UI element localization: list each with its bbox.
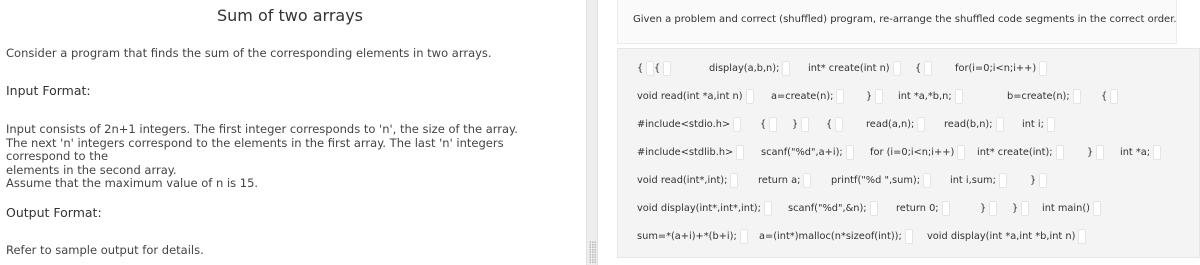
code-segment-text: return 0;: [896, 203, 939, 214]
drag-handle-icon[interactable]: [736, 145, 744, 160]
code-segment-text: {: [915, 63, 922, 74]
input-line: Input consists of 2n+1 integers. The first integer corresponds to 'n', the size of the array.: [6, 122, 518, 136]
problem-description: Consider a program that finds the sum of the corresponding elements in two arrays.: [6, 46, 492, 60]
code-segment[interactable]: [866, 115, 925, 135]
code-segment-text: int i;: [1022, 119, 1044, 130]
code-segment-text: {: [637, 63, 644, 74]
drag-handle-icon[interactable]: [989, 201, 997, 216]
code-segment[interactable]: [1007, 87, 1081, 107]
drag-handle-icon[interactable]: [769, 117, 777, 132]
panel-splitter[interactable]: [586, 0, 598, 265]
code-segment-text: {: [654, 63, 661, 74]
input-line: The next 'n' integers correspond to the elements in the first array. The last 'n' integers correspond to the: [6, 135, 504, 163]
resize-grip-icon[interactable]: [589, 241, 596, 263]
drag-handle-icon[interactable]: [835, 117, 843, 132]
code-segment[interactable]: [808, 59, 901, 79]
drag-handle-icon[interactable]: [924, 61, 932, 76]
code-segment[interactable]: [637, 143, 744, 163]
code-segment-text: {: [760, 119, 767, 130]
code-segment[interactable]: [870, 143, 965, 163]
code-segment-text: scanf("%d",a+i);: [761, 147, 843, 158]
drag-handle-icon[interactable]: [1021, 201, 1029, 216]
code-segment-text: a=(int*)malloc(n*sizeof(int));: [759, 231, 902, 242]
code-segment-text: }: [1012, 203, 1019, 214]
code-segment-text: void display(int*,int*,int);: [637, 203, 761, 214]
drag-handle-icon[interactable]: [875, 89, 883, 104]
code-segment[interactable]: [866, 87, 883, 107]
code-segment-text: return a;: [758, 175, 801, 186]
code-segment[interactable]: [709, 59, 790, 79]
code-segment[interactable]: [654, 59, 671, 79]
drag-handle-icon[interactable]: [803, 173, 811, 188]
code-segment-text: int *a,*b,n;: [898, 91, 952, 102]
code-segment[interactable]: [792, 115, 809, 135]
code-segment[interactable]: [980, 199, 997, 219]
drag-handle-icon[interactable]: [942, 201, 950, 216]
segments-area: [617, 48, 1200, 258]
drag-handle-icon[interactable]: [1039, 173, 1047, 188]
drag-handle-icon[interactable]: [1153, 145, 1161, 160]
drag-handle-icon[interactable]: [955, 89, 963, 104]
code-segment-text: }: [1030, 175, 1037, 186]
problem-panel: [0, 0, 580, 265]
drag-handle-icon[interactable]: [893, 61, 901, 76]
code-segment-text: for (i=0;i<n;i++): [870, 147, 955, 158]
code-segment[interactable]: [950, 171, 1007, 191]
code-segment[interactable]: [955, 59, 1047, 79]
drag-handle-icon[interactable]: [923, 173, 931, 188]
drag-handle-icon[interactable]: [663, 61, 671, 76]
code-segment-text: scanf("%d",&n);: [788, 203, 867, 214]
drag-handle-icon[interactable]: [746, 89, 754, 104]
code-segment[interactable]: [826, 115, 843, 135]
drag-handle-icon[interactable]: [996, 117, 1004, 132]
drag-handle-icon[interactable]: [917, 117, 925, 132]
task-panel: [598, 0, 1200, 265]
problem-title: Sum of two arrays: [217, 6, 363, 25]
drag-handle-icon[interactable]: [1078, 229, 1086, 244]
drag-handle-icon[interactable]: [999, 173, 1007, 188]
drag-handle-icon[interactable]: [764, 201, 772, 216]
code-segment[interactable]: [637, 87, 754, 107]
drag-handle-icon[interactable]: [1110, 89, 1118, 104]
code-segment-text: for(i=0;i<n;i++): [955, 63, 1037, 74]
code-segment-text: #include<stdio.h>: [637, 119, 731, 130]
code-segment-text: }: [1087, 147, 1094, 158]
input-format-text: [6, 123, 566, 191]
drag-handle-icon[interactable]: [740, 229, 748, 244]
drag-handle-icon[interactable]: [905, 229, 913, 244]
code-segment-text: read(b,n);: [944, 119, 993, 130]
code-segment[interactable]: [927, 227, 1086, 247]
input-line: elements in the second array.: [6, 162, 177, 177]
code-segment-text: void display(int *a,int *b,int n): [927, 231, 1076, 242]
drag-handle-icon[interactable]: [836, 89, 844, 104]
drag-handle-icon[interactable]: [1093, 201, 1101, 216]
drag-handle-icon[interactable]: [870, 201, 878, 216]
code-segment-text: int* create(int);: [977, 147, 1053, 158]
code-segment[interactable]: [1030, 171, 1047, 191]
code-segment-text: }: [980, 203, 987, 214]
code-segment[interactable]: [788, 199, 878, 219]
input-format-heading: Input Format:: [6, 83, 91, 98]
code-segment-text: b=create(n);: [1007, 91, 1070, 102]
task-instruction: Given a problem and correct (shuffled) program, re-arrange the shuffled code segments in the correct order.: [617, 0, 1177, 44]
code-segment-text: int* create(int n): [808, 63, 890, 74]
code-segment[interactable]: [1042, 199, 1101, 219]
code-segment-text: int main(): [1042, 203, 1091, 214]
code-segment[interactable]: [896, 199, 950, 219]
input-line: Assume that the maximum value of n is 15.: [6, 176, 259, 190]
drag-handle-icon[interactable]: [730, 173, 738, 188]
code-segment-text: void read(int*,int);: [637, 175, 728, 186]
code-segment-text: }: [792, 119, 799, 130]
code-segment[interactable]: [898, 87, 963, 107]
drag-handle-icon[interactable]: [846, 145, 854, 160]
drag-handle-icon[interactable]: [801, 117, 809, 132]
code-segment[interactable]: [771, 87, 844, 107]
code-segment[interactable]: [915, 59, 932, 79]
drag-handle-icon[interactable]: [1039, 61, 1047, 76]
code-segment[interactable]: [1087, 143, 1104, 163]
code-segment-text: {: [1101, 91, 1108, 102]
code-segment-text: printf("%d ",sum);: [831, 175, 921, 186]
code-segment[interactable]: [637, 171, 738, 191]
code-segment[interactable]: [758, 171, 811, 191]
code-segment[interactable]: [1022, 115, 1055, 135]
output-format-text: Refer to sample output for details.: [6, 243, 204, 257]
code-segment[interactable]: [761, 143, 854, 163]
code-segment-text: void read(int *a,int n): [637, 91, 743, 102]
drag-handle-icon[interactable]: [1073, 89, 1081, 104]
code-segment[interactable]: [1012, 199, 1029, 219]
drag-handle-icon[interactable]: [1047, 117, 1055, 132]
code-segment[interactable]: [1101, 87, 1118, 107]
code-segment-text: display(a,b,n);: [709, 63, 780, 74]
code-segment[interactable]: [944, 115, 1004, 135]
code-segment[interactable]: [637, 59, 654, 79]
drag-handle-icon[interactable]: [782, 61, 790, 76]
code-segment[interactable]: [760, 115, 777, 135]
code-segment-text: }: [866, 91, 873, 102]
output-format-heading: Output Format:: [6, 205, 102, 220]
code-segment-text: sum=*(a+i)+*(b+i);: [637, 231, 737, 242]
code-segment-text: {: [826, 119, 833, 130]
drag-handle-icon[interactable]: [733, 117, 741, 132]
code-segment[interactable]: [1120, 143, 1161, 163]
code-segment[interactable]: [759, 227, 913, 247]
drag-handle-icon[interactable]: [1056, 145, 1064, 160]
drag-handle-icon[interactable]: [957, 145, 965, 160]
code-segment[interactable]: [977, 143, 1064, 163]
code-segment-text: int *a;: [1120, 147, 1151, 158]
code-segment[interactable]: [637, 115, 741, 135]
code-segment[interactable]: [637, 227, 748, 247]
code-segment[interactable]: [637, 199, 772, 219]
code-segment[interactable]: [831, 171, 931, 191]
drag-handle-icon[interactable]: [1096, 145, 1104, 160]
code-segment-text: int i,sum;: [950, 175, 996, 186]
code-segment-text: a=create(n);: [771, 91, 834, 102]
code-segment-text: #include<stdlib.h>: [637, 147, 734, 158]
code-segment-text: read(a,n);: [866, 119, 915, 130]
